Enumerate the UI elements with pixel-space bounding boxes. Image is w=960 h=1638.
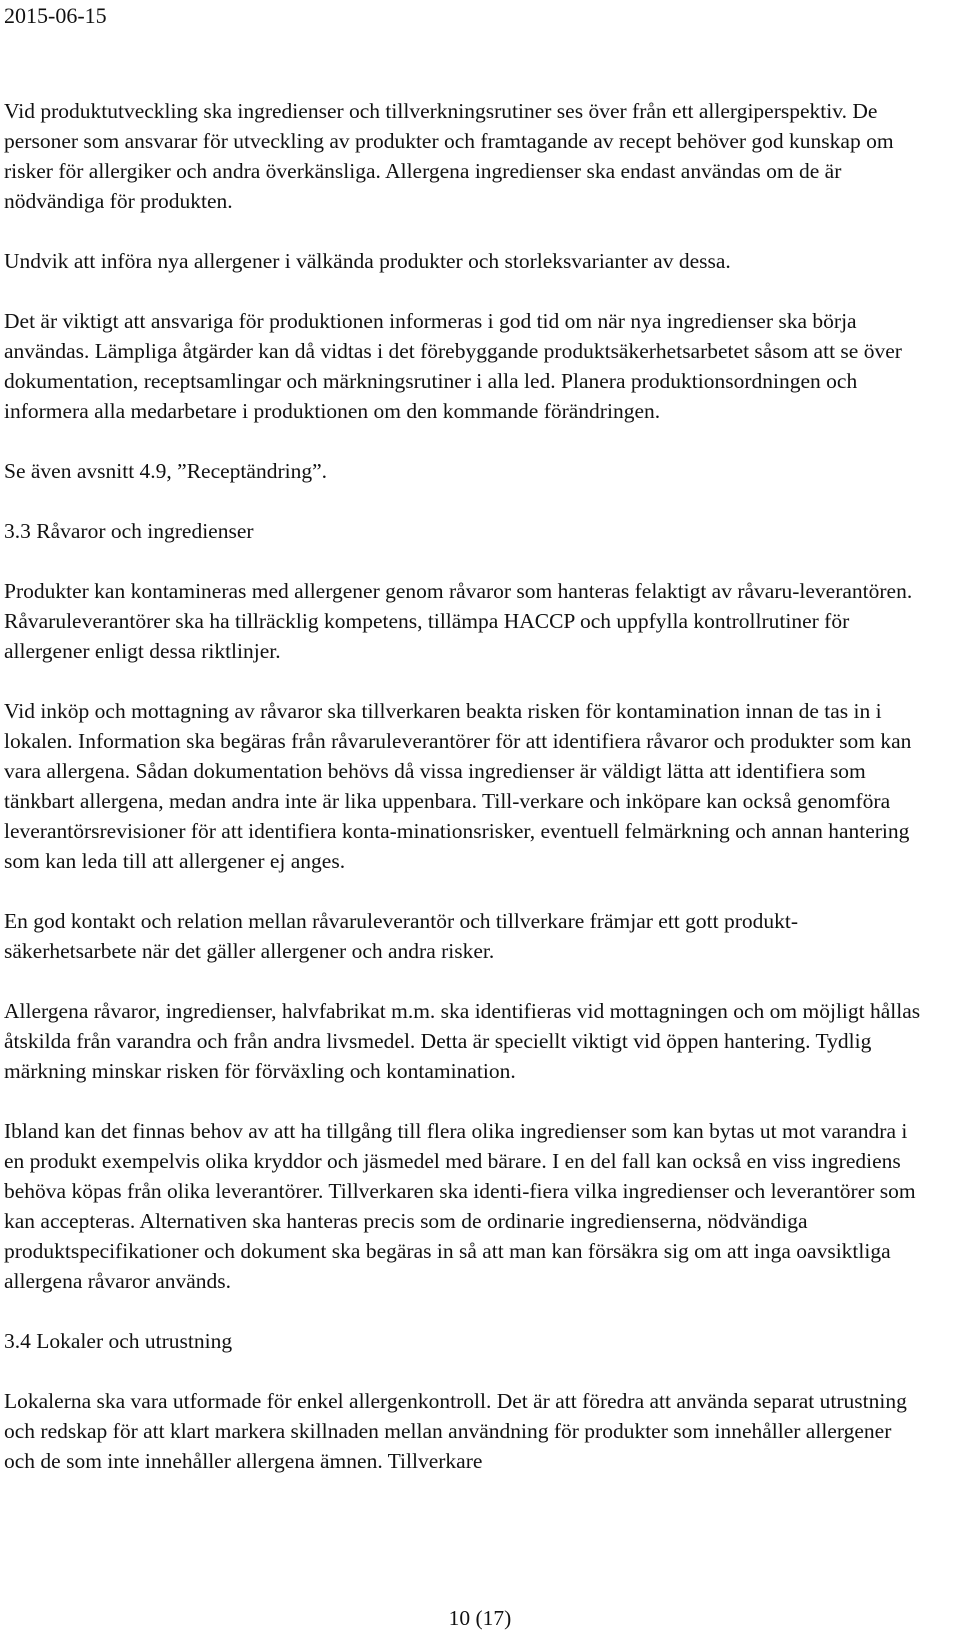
section-heading-raw-materials: 3.3 Råvaror och ingredienser: [4, 519, 254, 543]
paragraph-alternative-ingredients: Ibland kan det finnas behov av att ha tillgång till flera olika ingredienser som kan bytas ut mot varandra i en produkt exempelvis olika kryddor och jäsmedel med bärare. I en del fall kan också en viss ingrediens behöva köpas från olika leverantörer. Tillverkaren ska identi-fiera vilka ingredienser och leverantörer som kan accepteras. Alternativen ska hanteras precis som de ordinarie ingredienserna, nödvändiga produktspecifikationer och dokument ska begäras in så att man kan försäkra sig om att inga oavsiktliga allergena råvaror används.: [4, 1119, 916, 1293]
paragraph-inform-production: Det är viktigt att ansvariga för produktionen informeras i god tid om när nya ingredienser ska börja användas. Lämpliga åtgärder kan då vidtas i det förebyggande produktsäkerhetsarbetet såsom att se över dokumentation, receptsamlingar och märkningsrutiner i alla led. Planera produktionsordningen och informera alla medarbetare i produktionen om den kommande förändringen.: [4, 309, 902, 423]
document-date: 2015-06-15: [4, 3, 107, 28]
section-heading-premises: 3.4 Lokaler och utrustning: [4, 1329, 233, 1353]
paragraph-avoid-new-allergens: Undvik att införa nya allergener i välkända produkter och storleksvarianter av dessa.: [4, 249, 731, 273]
paragraph-product-development: Vid produktutveckling ska ingredienser och tillverkningsrutiner ses över från ett allergiperspektiv. De personer som ansvarar för utveckling av produkter och framtagande av recept behöver god kunskap om risker för allergiker och andra överkänsliga. Allergena ingredienser ska endast användas om de är nödvändiga för produkten.: [4, 99, 894, 213]
paragraph-purchasing-receiving: Vid inköp och mottagning av råvaror ska tillverkaren beakta risken för kontamination innan de tas in i lokalen. Information ska begäras från råvaruleverantörer för att identifiera råvaror och produkter som kan vara allergena. Sådan dokumentation behövs då vissa ingredienser är väldigt lätta att identifiera som tänkbart allergena, medan andra inte är lika uppenbara. Till-verkare och inköpare kan också genomföra leverantörsrevisioner för att identifiera konta-minationsrisker, eventuell felmärkning och annan hantering som kan leda till att allergener ej anges.: [4, 699, 912, 873]
paragraph-supplier-contamination: Produkter kan kontamineras med allergener genom råvaror som hanteras felaktigt av råvaru-leverantören. Råvaruleverantörer ska ha tillräcklig kompetens, tillämpa HACCP och uppfylla kontrollrutiner för allergener enligt dessa riktlinjer.: [4, 579, 913, 663]
paragraph-see-also: Se även avsnitt 4.9, ”Receptändring”.: [4, 459, 327, 483]
paragraph-supplier-relation: En god kontakt och relation mellan råvaruleverantör och tillverkare främjar ett gott produkt-säkerhetsarbete när det gäller allergener och andra risker.: [4, 909, 799, 963]
paragraph-identify-allergenic: Allergena råvaror, ingredienser, halvfabrikat m.m. ska identifieras vid mottagningen och om möjligt hållas åtskilda från varandra och från andra livsmedel. Detta är speciellt viktigt vid öppen hantering. Tydlig märkning minskar risken för förväxling och kontamination.: [4, 999, 921, 1083]
paragraph-premises-design: Lokalerna ska vara utformade för enkel allergenkontroll. Det är att föredra att använda separat utrustning och redskap för att klart markera skillnaden mellan användning för produkter som innehåller allergener och de som inte innehåller allergena ämnen. Tillverkare: [4, 1389, 907, 1473]
page-number: 10 (17): [448, 1606, 512, 1630]
document-body: [4, 96, 926, 1506]
